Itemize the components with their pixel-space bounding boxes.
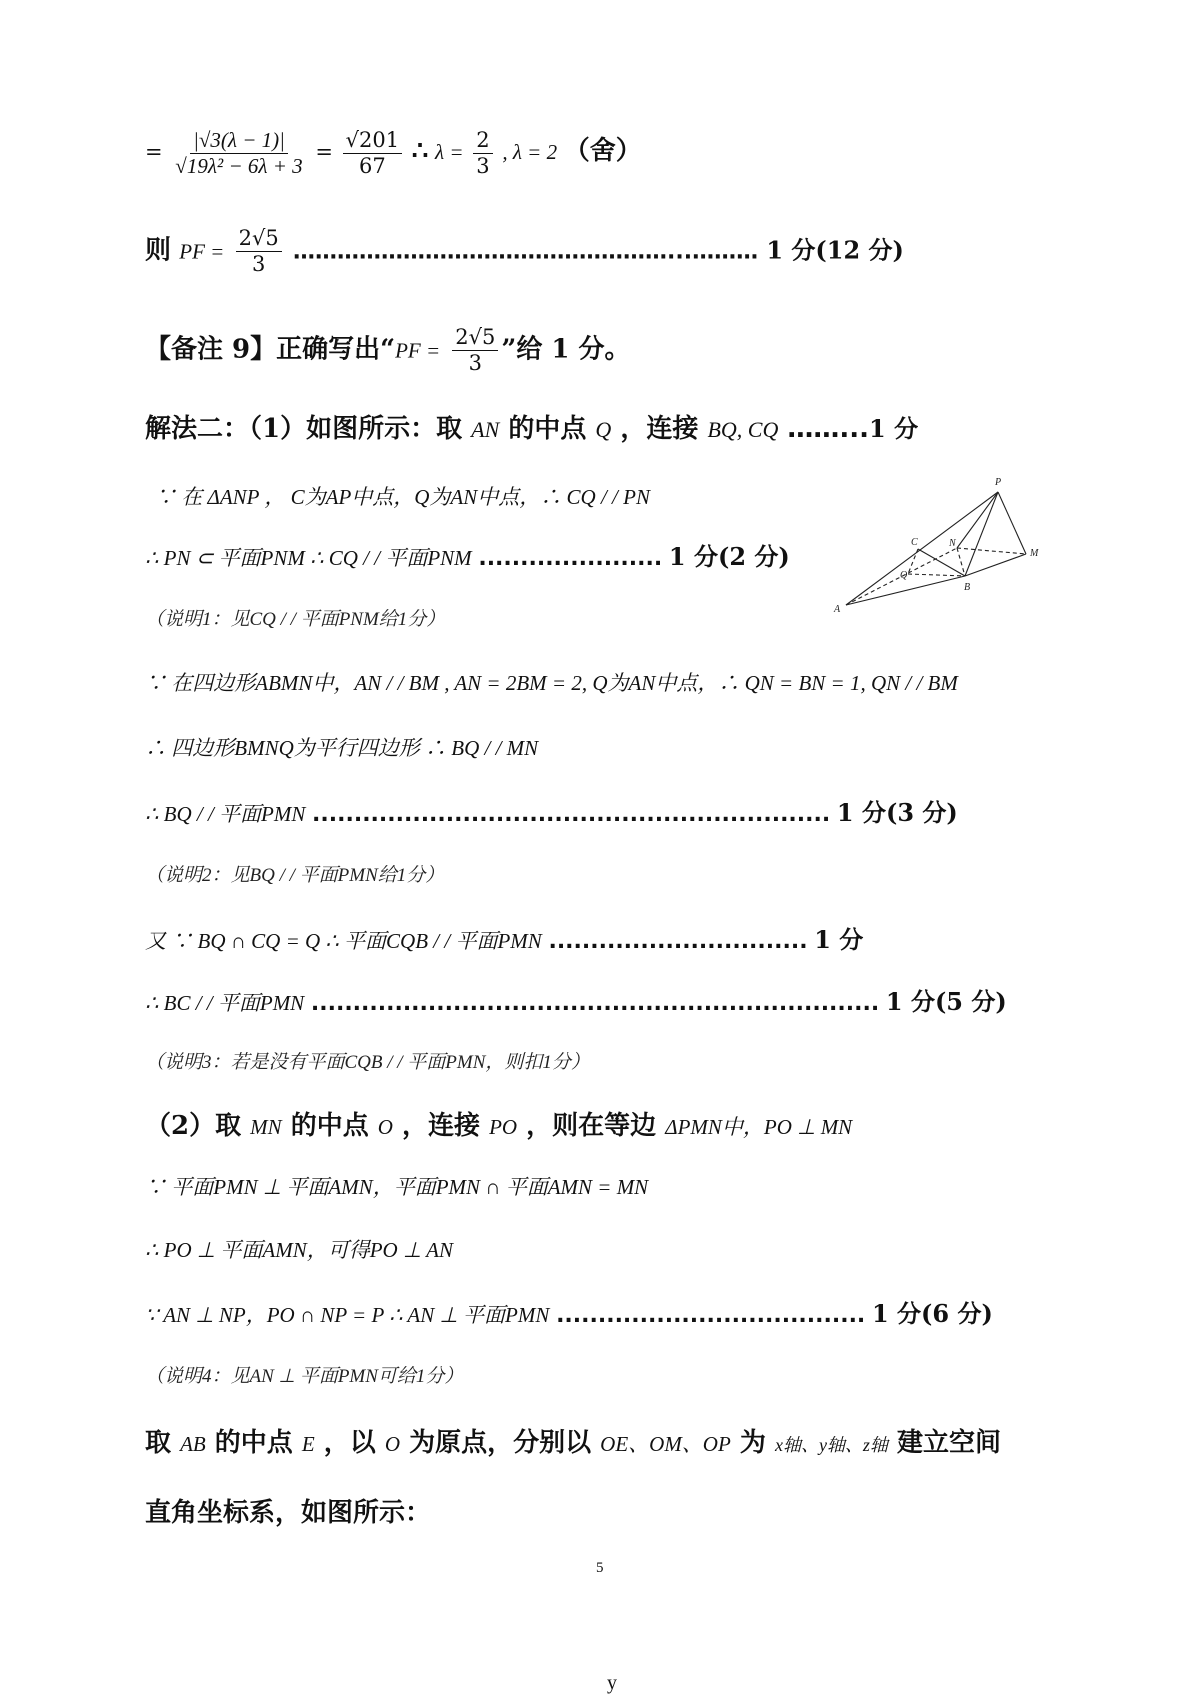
proof-text: ∴ BC / / 平面PMN xyxy=(145,991,305,1015)
method-two-text: 解法二：（1）如图所示：取 xyxy=(145,414,463,444)
score-label: 1 分 xyxy=(869,414,919,443)
proof-step-with-score xyxy=(145,987,1007,1016)
proof-text: ∴ BQ / / 平面PMN xyxy=(145,802,306,826)
score-label: 1 分(3 分) xyxy=(836,798,958,827)
segment-an: AN xyxy=(471,417,500,442)
method-two-heading xyxy=(145,416,918,442)
origin-text: 为原点，分别以 xyxy=(409,1428,592,1458)
segments-bq-cq: BQ, CQ xyxy=(707,417,779,442)
fraction-3-denominator: 3 xyxy=(476,154,490,178)
dot-leader: .................................................................... xyxy=(310,991,880,1016)
explanation-note: （说明1：见CQ / / 平面PNM给1分） xyxy=(145,609,446,630)
score-label: 1 分(5 分) xyxy=(885,987,1007,1016)
result-fraction xyxy=(236,228,282,275)
proof-step: ∴ 四边形BMNQ为平行四边形 ∴ BQ / / MN xyxy=(145,736,539,760)
lambda-equals: λ = xyxy=(435,140,464,164)
with-text: ，以 xyxy=(323,1428,376,1458)
part-two-heading xyxy=(145,1113,852,1139)
remark-fraction-numerator: 2√5 xyxy=(452,327,498,351)
remark-9-line xyxy=(145,327,631,374)
score-label: 1 分(6 分) xyxy=(871,1299,993,1328)
label-n: N xyxy=(949,538,956,549)
label-p: P xyxy=(995,477,1002,488)
remark-prefix: 【备注 9】正确写出“ xyxy=(145,334,396,365)
point-q: Q xyxy=(595,417,612,442)
therefore-symbol: ∴ xyxy=(411,136,429,166)
midpoint-text: 的中点 xyxy=(214,1428,293,1458)
discard-note: （舍） xyxy=(563,136,642,166)
explanation-note: （说明4：见AN ⊥ 平面PMN可给1分） xyxy=(145,1366,464,1387)
proof-text: 又 ∵ BQ ∩ CQ = Q ∴ 平面CQB / / 平面PMN xyxy=(145,929,542,953)
result-fraction-denominator: 3 xyxy=(251,252,266,276)
build-text: 建立空间 xyxy=(897,1428,1002,1458)
label-b: B xyxy=(964,582,971,593)
pyramid-figure xyxy=(830,472,1040,617)
edge-cb xyxy=(918,549,965,576)
explanation-note: （说明3：若是没有平面CQB / / 平面PMN，则扣1分） xyxy=(145,1052,590,1073)
label-a: A xyxy=(834,604,841,615)
dot-leader: ..................................... xyxy=(556,1303,866,1328)
point-o: O xyxy=(377,1115,393,1139)
proof-step: ∵ 在 ΔANP ， C为AP中点，Q为AN中点，∴ CQ / / PN xyxy=(155,485,650,509)
proof-step-with-score xyxy=(145,798,958,827)
edge-bm xyxy=(965,554,1026,576)
score-label: 1 分 xyxy=(814,925,864,954)
as-text: 为 xyxy=(739,1428,766,1458)
label-m: M xyxy=(1030,548,1039,559)
edge-qb xyxy=(908,574,965,576)
proof-step: ∵ 在四边形ABMN中，AN / / BM , AN = 2BM = 2, Q为AN中点，∴ QN = BN = 1, QN / / BM xyxy=(145,671,958,695)
fraction-2-numerator: √201 xyxy=(343,130,402,154)
equilateral-text: ，则在等边 xyxy=(526,1111,657,1141)
proof-step-with-score xyxy=(145,925,864,954)
dot-leader: ............................... xyxy=(548,929,808,954)
remark-fraction xyxy=(452,327,498,374)
fraction-1-denominator: √19λ² − 6λ + 3 xyxy=(175,154,303,178)
edge-pn xyxy=(957,492,998,548)
coordinate-setup-line xyxy=(145,1430,1001,1456)
connect-text: ，连接 xyxy=(620,414,699,444)
fraction-2 xyxy=(343,130,402,177)
edge-nm xyxy=(957,548,1026,554)
equals-sign-2: = xyxy=(315,140,333,164)
segment-po: PO xyxy=(489,1115,518,1139)
label-c: C xyxy=(911,537,918,548)
result-prefix: 则 xyxy=(145,235,172,266)
dot-leader: ……... xyxy=(787,414,870,444)
proof-text: ∵ AN ⊥ NP，PO ∩ NP = P ∴ AN ⊥ 平面PMN xyxy=(145,1303,550,1327)
equals-sign: = xyxy=(145,140,163,164)
explanation-note: （说明2：见BQ / / 平面PMN给1分） xyxy=(145,865,445,886)
segment-ab: AB xyxy=(180,1432,206,1456)
fraction-3-numerator: 2 xyxy=(473,130,492,154)
remark-pf-label: PF = xyxy=(395,338,441,363)
score-label: 1 分(12 分) xyxy=(766,235,904,265)
part-two-text: （2）取 xyxy=(145,1111,242,1141)
fraction-1 xyxy=(172,130,305,177)
midpoint-text: 的中点 xyxy=(508,414,587,444)
axis-names: x轴、y轴、z轴 xyxy=(774,1435,888,1455)
dot-leader: ...................... xyxy=(478,546,663,571)
fraction-3 xyxy=(473,130,492,177)
perpendicular-statement: ΔPMN中，PO ⊥ MN xyxy=(665,1115,853,1139)
pf-label: PF = xyxy=(179,239,225,264)
proof-step: ∵ 平面PMN ⊥ 平面AMN，平面PMN ∩ 平面AMN = MN xyxy=(145,1175,649,1199)
result-fraction-numerator: 2√5 xyxy=(236,228,282,252)
point-e: E xyxy=(301,1432,315,1456)
coordinate-setup-line-2: 直角坐标系，如图所示： xyxy=(145,1498,432,1528)
point-o: O xyxy=(384,1432,401,1456)
footer-text: y xyxy=(607,1672,617,1694)
axis-segments: OE、OM、OP xyxy=(600,1432,731,1456)
edge-pm xyxy=(998,492,1026,554)
lambda-second: , λ = 2 xyxy=(502,140,558,164)
midpoint-text: 的中点 xyxy=(290,1111,369,1141)
remark-fraction-denominator: 3 xyxy=(468,351,482,375)
take-text: 取 xyxy=(145,1428,172,1458)
segment-mn: MN xyxy=(250,1115,282,1139)
fraction-2-denominator: 67 xyxy=(359,154,386,178)
connect-text: ，连接 xyxy=(402,1111,481,1141)
proof-step-with-score xyxy=(145,542,790,571)
page-number: 5 xyxy=(596,1560,604,1576)
remark-suffix: ”给 1 分。 xyxy=(501,334,631,365)
proof-step: ∴ PO ⊥ 平面AMN，可得PO ⊥ AN xyxy=(145,1238,453,1262)
label-q: Q xyxy=(900,570,908,581)
proof-text: ∴ PN ⊂ 平面PNM ∴ CQ / / 平面PNM xyxy=(145,546,472,570)
equation-line-1 xyxy=(145,130,642,177)
proof-step-with-score xyxy=(145,1299,993,1328)
score-label: 1 分(2 分) xyxy=(668,542,790,571)
dot-leader: .............................................................. xyxy=(312,802,831,827)
result-line xyxy=(145,228,904,275)
edge-ap xyxy=(846,492,998,605)
fraction-1-numerator: |√3(λ − 1)| xyxy=(190,130,288,154)
dot-leader: ……………………………………………...……… xyxy=(293,239,759,265)
